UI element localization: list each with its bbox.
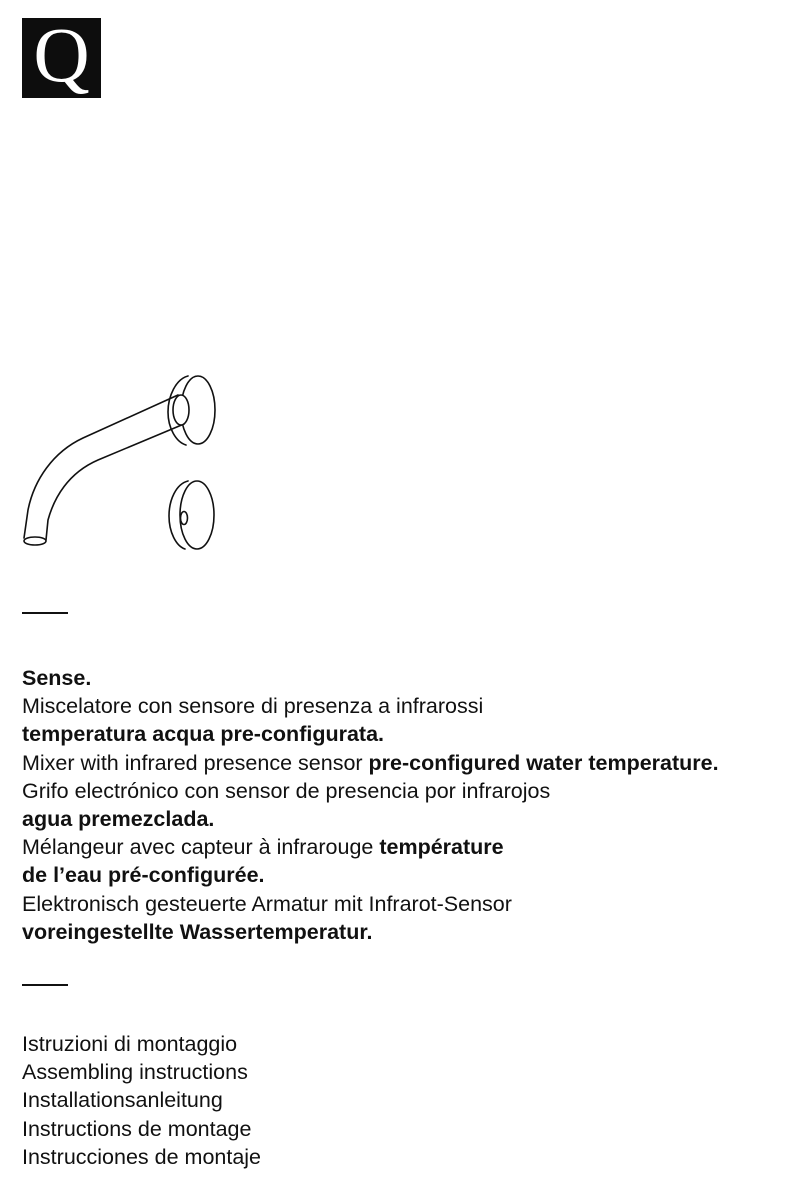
description-it-1: Miscelatore con sensore di presenza a infrarossi <box>22 694 484 719</box>
manual-title-en: Assembling instructions <box>22 1060 248 1085</box>
manual-title-es: Instrucciones de montaje <box>22 1144 262 1169</box>
product-name: Sense. <box>22 666 92 690</box>
manual-title-it: Istruzioni di montaggio <box>22 1032 238 1056</box>
description-en-bold: pre-configured water temperature. <box>368 750 719 775</box>
spout-pipe <box>24 395 189 545</box>
description-fr-bold-1: température <box>379 835 504 860</box>
description-es-1: Grifo electrónico con sensor de presencia por infrarojos <box>22 778 551 803</box>
description-de-1: Elektronisch gesteuerte Armatur mit Infrarot-Sensor <box>22 891 512 916</box>
brand-logo <box>22 18 101 98</box>
manual-title-de: Installationsanleitung <box>22 1088 223 1113</box>
description-it-2: temperatura acqua pre-configurata. <box>22 722 385 747</box>
sensor-plate <box>169 481 214 549</box>
section-divider <box>22 984 68 986</box>
manual-titles <box>22 1030 261 1171</box>
manual-title-fr: Instructions de montage <box>22 1116 252 1141</box>
description-es-2: agua premezclada. <box>22 807 215 832</box>
description-fr-1 <box>22 833 802 861</box>
product-description <box>22 664 802 946</box>
description-fr-bold-2: de l’eau pré-configurée. <box>22 863 265 888</box>
description-en-regular: Mixer with infrared presence sensor <box>22 750 369 775</box>
section-divider <box>22 612 68 614</box>
description-en <box>22 749 802 777</box>
logo-letter: Q <box>33 18 90 98</box>
faucet-illustration <box>18 370 228 555</box>
description-de-2: voreingestellte Wassertemperatur. <box>22 919 373 944</box>
description-fr-regular: Mélangeur avec capteur à infrarouge <box>22 835 380 860</box>
